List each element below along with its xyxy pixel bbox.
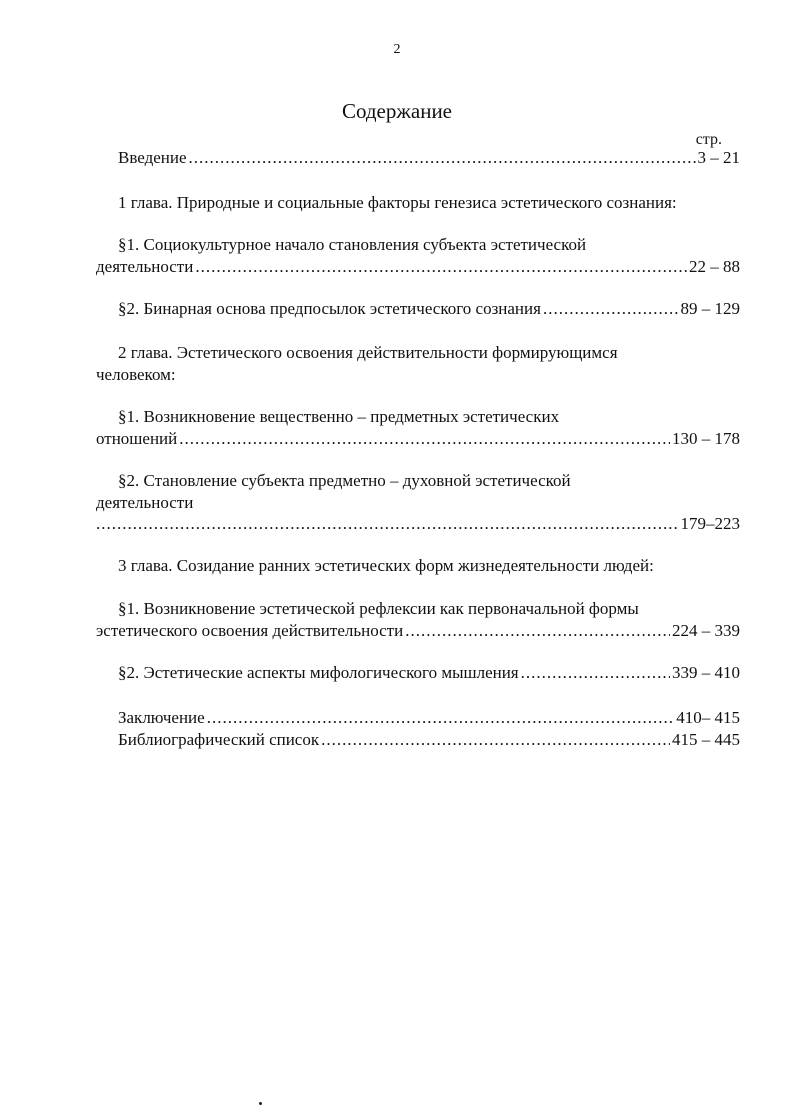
toc-entry-ch1-s1 [96,257,740,277]
toc-entry-ch3-s1 [96,621,740,641]
toc-entry-ch2-s2 [96,514,740,534]
toc-entry-pages: 22 – 88 [689,257,740,276]
chapter-3-section-1-line-1: §1. Возникновение эстетической рефлексии как первоначальной формы [118,599,639,618]
page-title: Содержание [341,99,453,123]
toc-entry-title: Библиографический список [118,730,320,749]
leader-dots [207,708,675,728]
toc-entry-ch1-s2 [118,299,740,319]
leader-dots [189,148,696,168]
scan-speck [259,1102,262,1105]
toc-entry-title: деятельности [96,257,194,276]
toc-entry-bibliography [118,730,740,750]
toc-entry-conclusion [118,708,740,728]
toc-entry-pages: 224 – 339 [672,621,740,640]
toc-entry-title: §2. Эстетические аспекты мифологического мышления [118,663,519,682]
toc-entry-pages: 89 – 129 [680,299,740,318]
toc-entry-intro [118,148,740,168]
chapter-2-heading-line-2: человеком: [96,365,176,384]
toc-entry-title: отношений [96,429,178,448]
leader-dots [521,663,670,683]
leader-dots [179,429,670,449]
toc-entry-pages: 410– 415 [676,708,740,727]
leader-dots [195,257,687,277]
toc-entry-title: Введение [118,148,187,167]
toc-entry-ch3-s2 [118,663,740,683]
chapter-3-heading: 3 глава. Созидание ранних эстетических форм жизнедеятельности людей: [118,556,654,575]
page-number: 2 [393,42,401,57]
leader-dots [405,621,670,641]
chapter-2-section-2-line-2: деятельности [96,493,194,512]
toc-entry-pages: 130 – 178 [672,429,740,448]
chapter-2-section-1-line-1: §1. Возникновение вещественно – предметных эстетических [118,407,560,426]
toc-entry-pages: 179–223 [680,514,740,533]
chapter-1-heading: 1 глава. Природные и социальные факторы генезиса эстетического сознания: [118,193,677,212]
toc-entry-pages: 415 – 445 [672,730,740,749]
toc-entry-ch2-s1 [96,429,740,449]
leader-dots [543,299,679,319]
chapter-2-heading-line-1: 2 глава. Эстетического освоения действительности формирующимся [118,343,618,362]
toc-entry-pages: 3 – 21 [697,148,740,167]
leader-dots [96,514,679,534]
chapter-2-section-2-line-1: §2. Становление субъекта предметно – духовной эстетической [118,471,571,490]
page-column-label: стр. [695,131,722,148]
toc-entry-title: Заключение [118,708,205,727]
toc-entry-pages: 339 – 410 [672,663,740,682]
toc-entry-title: эстетического освоения действительности [96,621,404,640]
chapter-1-section-1-line-1: §1. Социокультурное начало становления субъекта эстетической [118,235,587,254]
leader-dots [321,730,670,750]
toc-entry-title: §2. Бинарная основа предпосылок эстетического сознания [118,299,541,318]
